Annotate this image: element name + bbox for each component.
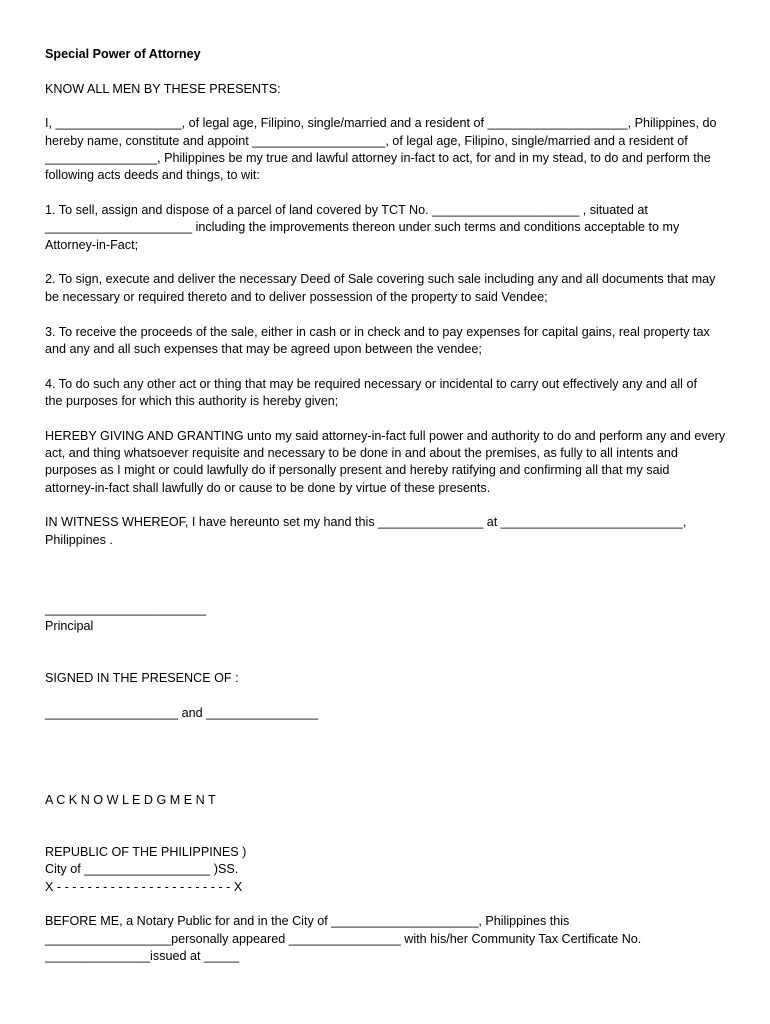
witnesses-signature-line: ___________________ and ________________: [45, 706, 319, 721]
granting-line: attorney-in-fact shall lawfully do or cause to be done by virtue of these presents.: [45, 480, 491, 495]
intro-line: I, __________________, of legal age, Filipino, single/married and a resident of ____________________, Philippines, do: [45, 116, 717, 131]
venue-line: City of __________________ )SS.: [45, 862, 239, 877]
notary-paragraph: [45, 913, 770, 965]
principal-label: Principal: [45, 619, 94, 634]
presence-heading: SIGNED IN THE PRESENCE OF :: [45, 671, 239, 686]
intro-line: hereby name, constitute and appoint ___________________, of legal age, Filipino, single/married and a resident of: [45, 133, 688, 148]
granting-line: HEREBY GIVING AND GRANTING unto my said attorney-in-fact full power and authority to do and perform any and every: [45, 428, 726, 443]
act-4-line: 4. To do such any other act or thing that may be required necessary or incidental to carry out effectively any and all of: [45, 376, 697, 391]
act-1-line: 1. To sell, assign and dispose of a parcel of land covered by TCT No. _____________________ , situated at: [45, 203, 648, 218]
venue-block: [45, 844, 770, 896]
granting-line: act, and thing whatsoever requisite and necessary to be done in and about the premises, as fully to all intents and: [45, 445, 678, 460]
witness-line: Philippines .: [45, 532, 113, 547]
venue-line: X - - - - - - - - - - - - - - - - - - - - - - - X: [45, 879, 243, 894]
act-2-line: 2. To sign, execute and deliver the necessary Deed of Sale covering such sale including any and all documents that may: [45, 272, 716, 287]
acknowledgment-heading: A C K N O W L E D G M E N T: [45, 792, 216, 807]
act-3-paragraph: [45, 324, 770, 359]
act-3-line: and any and all such expenses that may be agreed upon between the vendee;: [45, 341, 482, 356]
intro-line: ________________, Philippines be my true and lawful attorney in-fact to act, for and in my stead, to do and perform the: [45, 151, 711, 166]
act-2-paragraph: [45, 271, 770, 306]
act-4-paragraph: [45, 376, 770, 411]
principal-signature-block: [45, 601, 770, 636]
intro-paragraph: [45, 115, 770, 184]
notary-line: __________________personally appeared ________________ with his/her Community Tax Certificate No.: [45, 931, 642, 946]
granting-paragraph: [45, 428, 770, 497]
acknowledgment-section: [45, 792, 770, 965]
witness-paragraph: [45, 514, 770, 549]
power-of-attorney-document: [45, 46, 770, 965]
witness-line: IN WITNESS WHEREOF, I have hereunto set my hand this _______________ at __________________________,: [45, 515, 687, 530]
act-3-line: 3. To receive the proceeds of the sale, either in cash or in check and to pay expenses for capital gains, real property tax: [45, 324, 710, 339]
act-4-line: the purposes for which this authority is hereby given;: [45, 393, 339, 408]
principal-signature-line: _______________________: [45, 602, 207, 617]
act-1-line: Attorney-in-Fact;: [45, 237, 139, 252]
notary-line: _______________issued at _____: [45, 948, 239, 963]
act-1-paragraph: [45, 202, 770, 254]
salutation: KNOW ALL MEN BY THESE PRESENTS:: [45, 81, 281, 96]
granting-line: purposes as I might or could lawfully do if personally present and hereby ratifying and confirming all that my said: [45, 463, 670, 478]
document-title: Special Power of Attorney: [45, 47, 201, 61]
intro-line: following acts deeds and things, to wit:: [45, 168, 260, 183]
act-1-line: _____________________ including the improvements thereon under such terms and conditions acceptable to my: [45, 220, 680, 235]
notary-line: BEFORE ME, a Notary Public for and in the City of _____________________, Philippines this: [45, 914, 570, 929]
act-2-line: be necessary or required thereto and to deliver possession of the property to said Vendee;: [45, 289, 548, 304]
venue-line: REPUBLIC OF THE PHILIPPINES ): [45, 844, 247, 859]
